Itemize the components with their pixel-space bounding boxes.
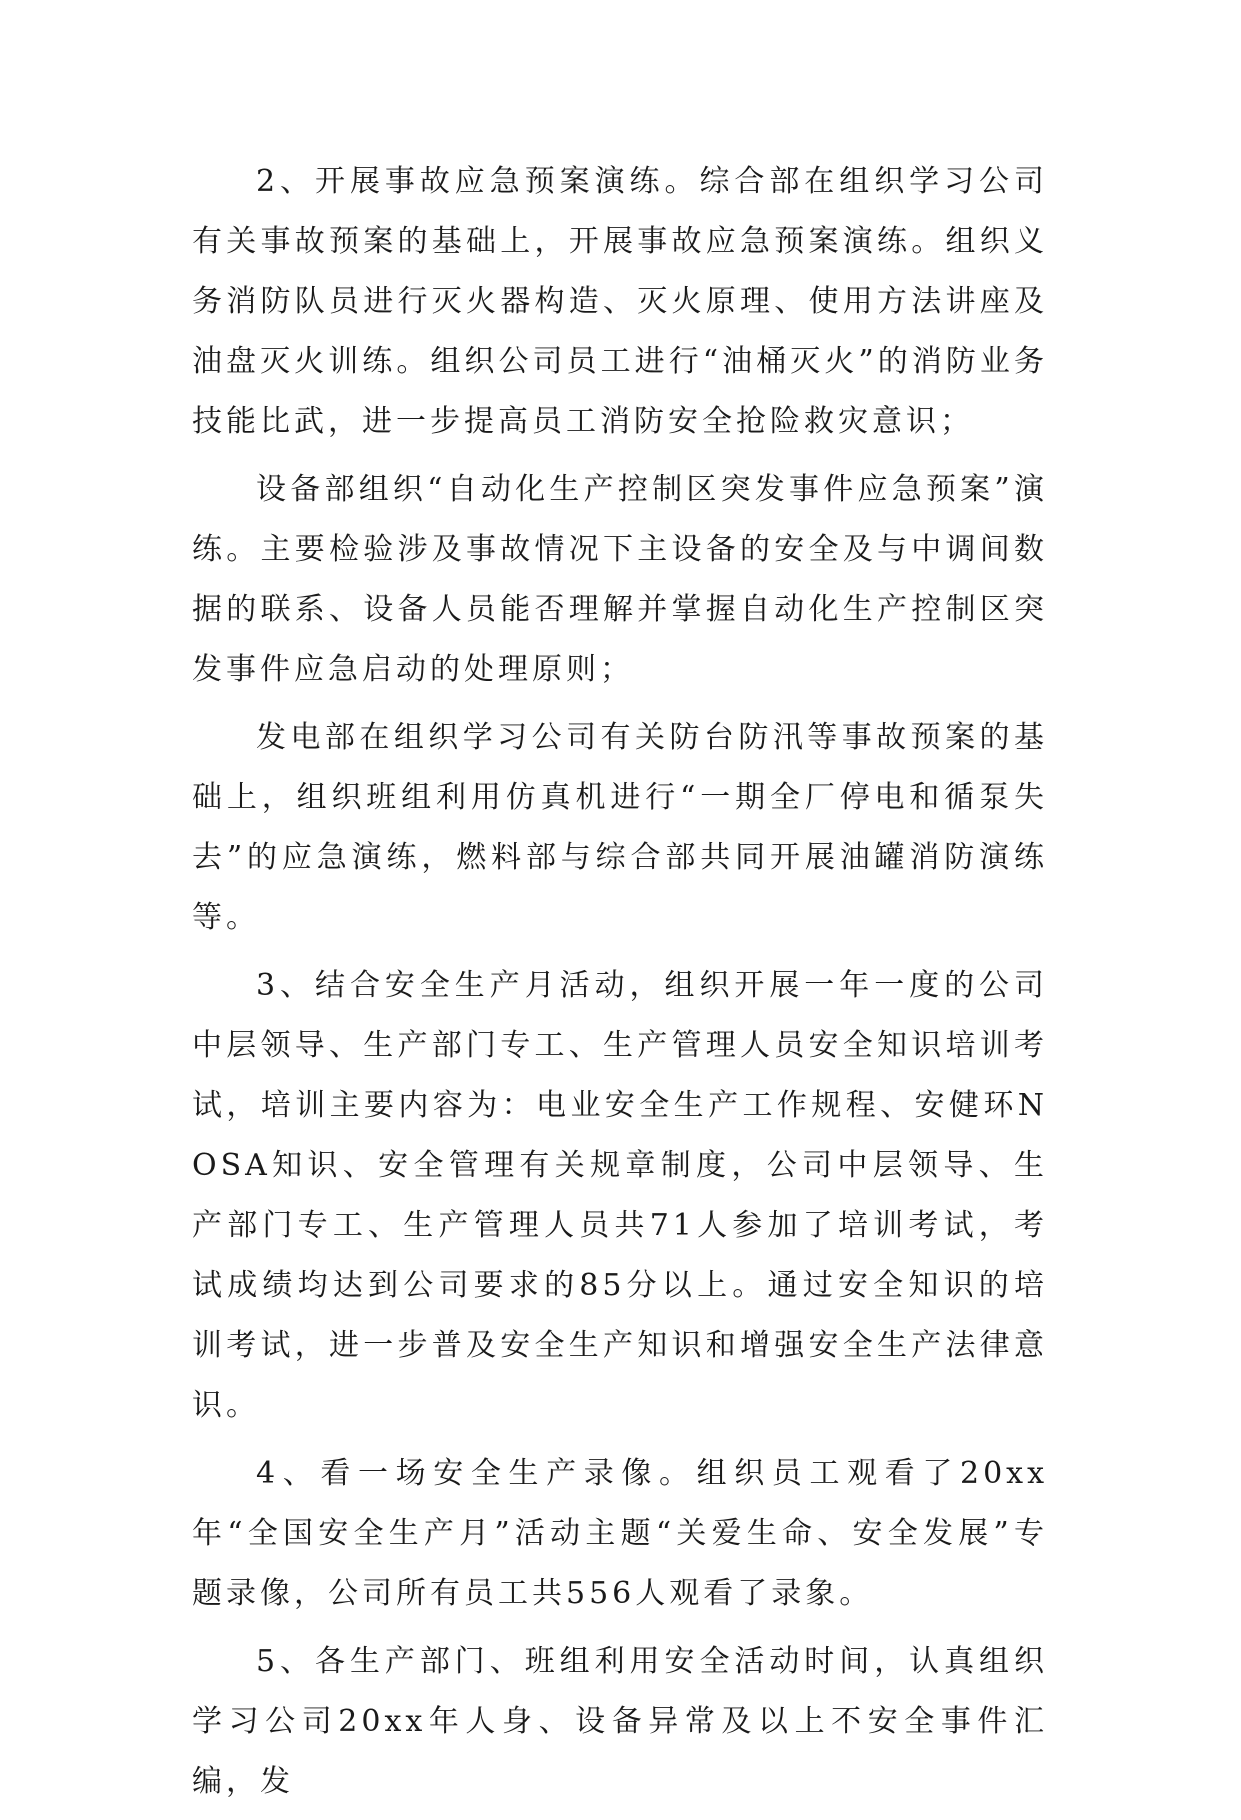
- paragraph-safety-activity: 5、各生产部门、班组利用安全活动时间，认真组织学习公司20xx年人身、设备异常及以上不安全事件汇编，发: [192, 1644, 1048, 1799]
- paragraph-equipment-dept: 设备部组织“自动化生产控制区突发事件应急预案”演练。主要检验涉及事故情况下主设备的安全及与中调间数据的联系、设备人员能否理解并掌握自动化生产控制区突发事件应急启动的处理原则；: [192, 472, 1048, 687]
- document-body: [192, 152, 1048, 1820]
- paragraph-generation-dept: 发电部在组织学习公司有关防台防汛等事故预案的基础上，组织班组利用仿真机进行“一期全厂停电和循泵失去”的应急演练，燃料部与综合部共同开展油罐消防演练等。: [192, 720, 1048, 935]
- paragraph-drill: 2、开展事故应急预案演练。综合部在组织学习公司有关事故预案的基础上，开展事故应急预案演练。组织义务消防队员进行灭火器构造、灭火原理、使用方法讲座及油盘灭火训练。组织公司员工进行“油桶灭火”的消防业务技能比武，进一步提高员工消防安全抢险救灾意识；: [192, 164, 1048, 439]
- paragraph-training-exam: 3、结合安全生产月活动，组织开展一年一度的公司中层领导、生产部门专工、生产管理人员安全知识培训考试，培训主要内容为：电业安全生产工作规程、安健环NOSA知识、安全管理有关规章制度，公司中层领导、生产部门专工、生产管理人员共71人参加了培训考试，考试成绩均达到公司要求的85分以上。通过安全知识的培训考试，进一步普及安全生产知识和增强安全生产法律意识。: [192, 968, 1048, 1423]
- paragraph-safety-video: 4、看一场安全生产录像。组织员工观看了20xx年“全国安全生产月”活动主题“关爱生命、安全发展”专题录像，公司所有员工共556人观看了录象。: [192, 1456, 1048, 1611]
